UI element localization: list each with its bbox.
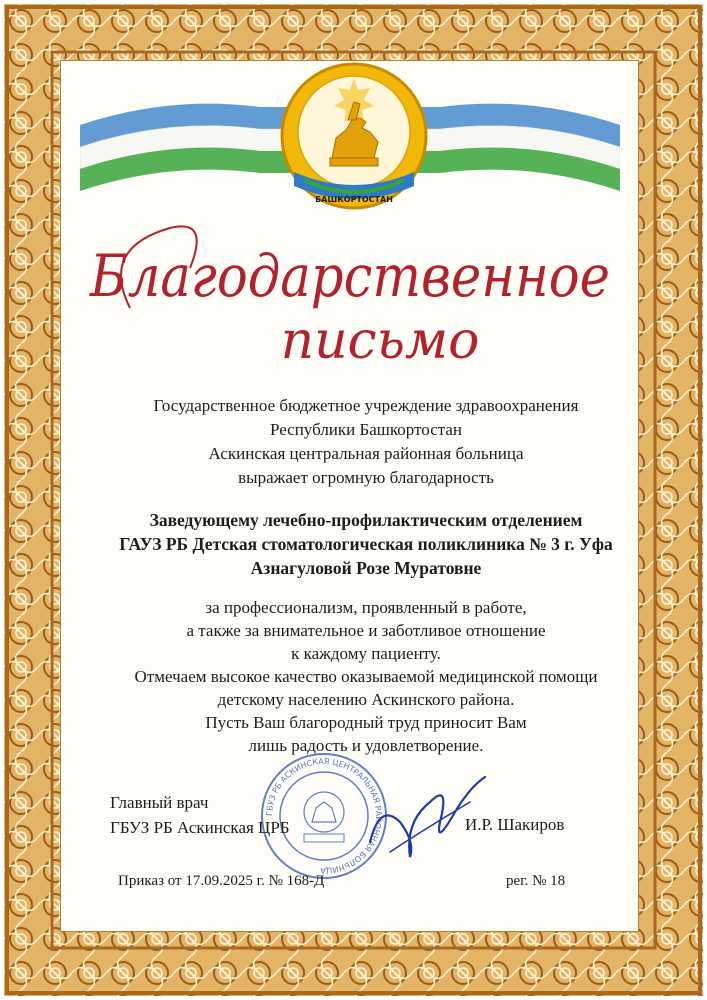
body-line: за профессионализм, проявленный в работе, [205, 598, 527, 617]
body-line: Отмечаем высокое качество оказываемой медицинской помощи [134, 667, 598, 686]
addressee [86, 508, 646, 580]
intro-line: Республики Башкортостан [269, 420, 463, 439]
bashkortostan-emblem [274, 60, 434, 220]
addressee-line: ГАУЗ РБ Детская стоматологическая поликлиника № 3 г. Уфа [119, 534, 613, 554]
body-line: детскому населению Аскинского района. [217, 690, 515, 709]
body-text [86, 596, 646, 757]
addressee-line: Азнагуловой Розе Муратовне [250, 558, 482, 578]
signatory-name: И.Р. Шакиров [465, 815, 565, 834]
signatory-organization: ГБУЗ РБ Аскинская ЦРБ [110, 818, 290, 837]
addressee-line: Заведующему лечебно-профилактическим отделением [149, 510, 583, 530]
order-reference: Приказ от 17.09.2025 г. № 168-Д [118, 873, 325, 889]
intro-text [86, 394, 646, 490]
registration-number: рег. № 18 [506, 873, 566, 889]
intro-line: Государственное бюджетное учреждение здравоохранения [153, 396, 579, 415]
emblem-label: БАШКОРТОСТАН [315, 195, 393, 204]
signatory-position: Главный врач [110, 793, 209, 812]
title-line-2: письмо [280, 311, 480, 368]
body-line: лишь радость и удовлетворение. [248, 736, 484, 755]
stamp-text: ГБУЗ РБ АСКИНСКАЯ ЦЕНТРАЛЬНАЯ РАЙОННАЯ БОЛЬНИЦА [264, 756, 384, 876]
intro-line: выражает огромную благодарность [238, 468, 494, 487]
letter-title [60, 208, 647, 368]
body-line: а также за внимательное и заботливое отношение [186, 621, 546, 640]
signatory-block [110, 790, 290, 840]
title-line-1: Благодарственное [89, 242, 610, 310]
intro-line: Аскинская центральная районная больница [208, 444, 524, 463]
body-line: Пусть Ваш благородный труд приносит Вам [205, 713, 527, 732]
body-line: к каждому пациенту. [291, 644, 441, 663]
